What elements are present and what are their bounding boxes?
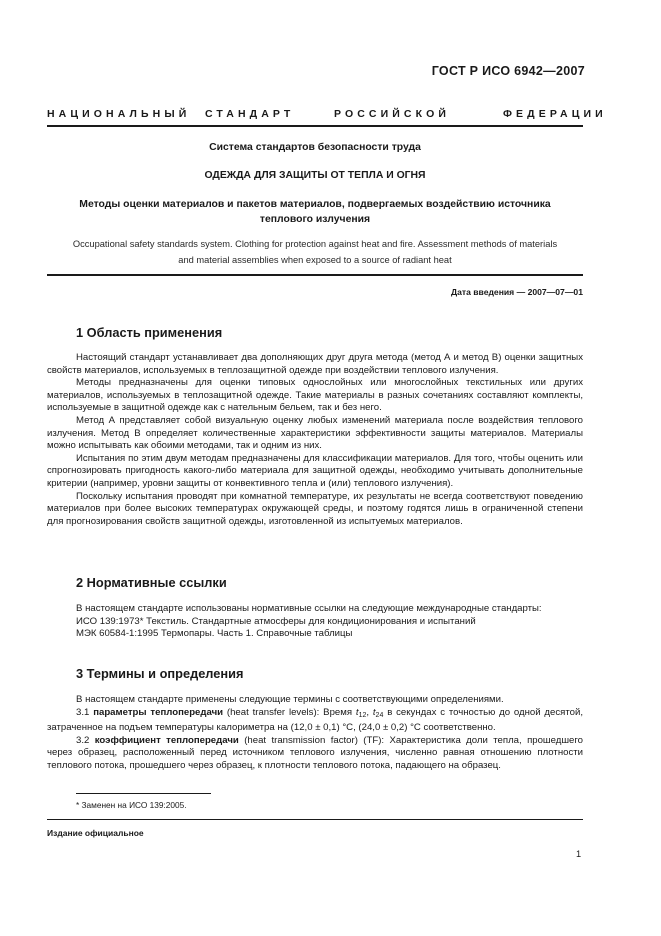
clothing-title: ОДЕЖДА ДЛЯ ЗАЩИТЫ ОТ ТЕПЛА И ОГНЯ <box>204 170 426 181</box>
normative-reference: МЭК 60584-1:1995 Термопары. Часть 1. Справочные таблицы <box>76 628 353 640</box>
footnote: * Заменен на ИСО 139:2005. <box>76 800 187 810</box>
term-definition <box>47 735 583 773</box>
header-rule <box>47 125 583 127</box>
official-edition-label: Издание официальное <box>47 828 144 838</box>
section-3-body <box>47 694 583 773</box>
english-title <box>47 237 583 268</box>
term-subscript: 12 <box>358 711 367 719</box>
title-rule <box>47 274 583 276</box>
introduction-date: Дата введения — 2007—07—01 <box>450 287 583 297</box>
methods-title-line: Методы оценки материалов и пакетов материалов, подвергаемых воздействию источника <box>79 199 551 210</box>
footer-rule <box>47 819 583 820</box>
paragraph: В настоящем стандарте применены следующие термины с соответствующими определениями. <box>76 694 504 705</box>
term-name: параметры теплопередачи <box>93 706 224 718</box>
banner-word: СТАНДАРТ <box>205 108 295 120</box>
banner-word: НАЦИОНАЛЬНЫЙ <box>47 108 191 120</box>
term-symbol: t <box>372 706 376 718</box>
section-1-body <box>47 352 583 528</box>
english-title-line: and material assemblies when exposed to a source of radiant heat <box>178 254 452 265</box>
term-subscript: 24 <box>375 711 384 719</box>
paragraph: Методы предназначены для оценки типовых однослойных или многослойных текстильных или других материалов, используемых в теплозащитной одежде. Такие материалы в разных сочетаниях составляют комплекты, используемые в защитной одежде как с нательным бельем, так и без него. <box>47 377 583 414</box>
section-3-heading: 3 Термины и определения <box>76 666 244 681</box>
section-1-heading: 1 Область применения <box>76 325 223 340</box>
methods-title-line: теплового излучения <box>259 214 371 225</box>
paragraph: Настоящий стандарт устанавливает два дополняющих друг друга метода (метод А и метод В) оценки защитных свойств материалов, используемых в теплозащитной одежде при воздействии теплового излучения. <box>47 352 583 376</box>
section-2-body <box>47 603 583 641</box>
term-name: коэффициент теплопередачи <box>94 734 239 746</box>
term-definition <box>47 707 583 735</box>
footnote-rule <box>76 793 211 794</box>
document-code: ГОСТ Р ИСО 6942—2007 <box>431 64 585 78</box>
term-english: (heat transfer levels): Время <box>226 706 353 718</box>
paragraph: Поскольку испытания проводят при комнатной температуре, их результаты не всегда соответствуют поведению материалов при более высоких температурах окружающей среды, и поэтому годятся лишь в ограниченной степени для прогнозирования свойств защитной одежды, изготовленной из испытуемых материалов. <box>47 490 583 527</box>
term-separator: , <box>366 706 373 718</box>
term-number: 3.1 <box>76 706 90 718</box>
term-text: (heat transmission factor) (TF): Характеристика доли тепла, прошедшего через образец, расположенный перед источником теплового излучения, численно равная отношению плотности теплового потока, прошедшего через образец, к плотности теплового потока, падающего на образец. <box>47 734 584 771</box>
english-title-line: Occupational safety standards system. Clothing for protection against heat and fire. Assessment methods of materials <box>72 239 558 249</box>
banner-word: ФЕДЕРАЦИИ <box>503 108 607 120</box>
paragraph: Метод А представляет собой визуальную оценку любых изменений материала после воздействия теплового излучения. Метод В определяет количественные характеристики эффективности защиты материалов. Материалы можно испытывать как обоими методами, так и одним из них. <box>47 414 583 452</box>
methods-title <box>47 197 583 227</box>
term-symbol: t <box>355 706 359 718</box>
normative-reference: ИСО 139:1973* Текстиль. Стандартные атмосферы для кондиционирования и испытаний <box>76 615 476 627</box>
banner-word: РОССИЙСКОЙ <box>334 108 450 120</box>
section-2-heading: 2 Нормативные ссылки <box>76 575 227 590</box>
paragraph: В настоящем стандарте использованы нормативные ссылки на следующие международные стандарты: <box>76 603 542 614</box>
paragraph: Испытания по этим двум методам предназначены для классификации материалов. Для того, чтобы оценить или спрогнозировать пригодность какого-либо материала для защитной одежды, необходимо учитывать дополнительные критерии (например, уровни защиты от конвективного тепла и (или) теплового излучения). <box>47 452 583 489</box>
term-number: 3.2 <box>76 734 90 746</box>
system-title: Система стандартов безопасности труда <box>209 142 421 153</box>
term-text: в секундах с точностью до одной десятой, затраченное на подъем температуры калориметра на (12,0 ± 0,1) °C, (24,0 ± 0,2) °C соответственно. <box>47 706 584 734</box>
page-number: 1 <box>576 849 582 859</box>
